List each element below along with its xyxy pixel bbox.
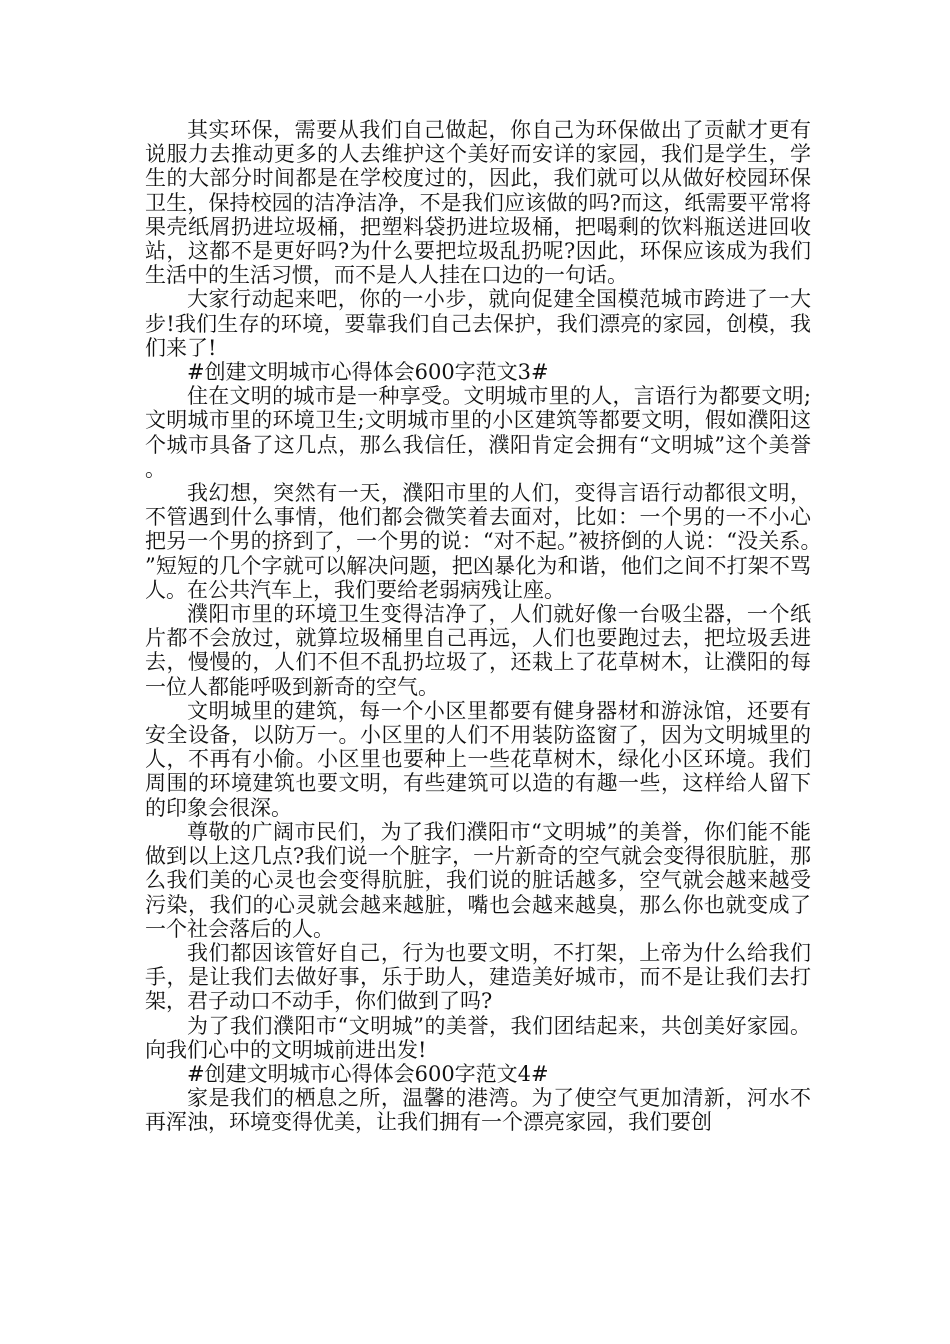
paragraph-civilized-city-enjoyment: 住在文明的城市是一种享受。文明城市里的人，言语行为都要文明;文明城市里的环境卫生;文明城市里的小区建筑等都要文明，假如濮阳这个城市具备了这几点，那么我信任，濮阳肯定会拥有“文明城”这个美誉。	[145, 384, 811, 481]
paragraph-unite-together: 为了我们濮阳市“文明城”的美誉，我们团结起来，共创美好家园。向我们心中的文明城前进出发!	[145, 1013, 811, 1062]
paragraph-home-harbor: 家是我们的栖息之所，温馨的港湾。为了使空气更加清新，河水不再浑浊，环境变得优美，让我们拥有一个漂亮家园，我们要创	[145, 1086, 811, 1135]
paragraph-take-action: 大家行动起来吧，你的一小步，就向促建全国模范城市跨进了一大步!我们生存的环境，要靠我们自己去保护，我们漂亮的家园，创模，我们来了!	[145, 287, 811, 360]
paragraph-manage-ourselves: 我们都因该管好自己，行为也要文明，不打架，上帝为什么给我们手，是让我们去做好事，乐于助人，建造美好城市，而不是让我们去打架，君子动口不动手，你们做到了吗?	[145, 940, 811, 1014]
section-heading-essay-4: #创建文明城市心得体会600字范文4#	[187, 1061, 549, 1086]
paragraph-clean-environment: 濮阳市里的环境卫生变得洁净了，人们就好像一台吸尘器，一个纸片都不会放过，就算垃圾桶里自己再远，人们也要跑过去，把垃圾丢进去，慢慢的，人们不但不乱扔垃圾了，还栽上了花草树木，让濮阳的每一位人都能呼吸到新奇的空气。	[145, 602, 811, 699]
document-page	[145, 118, 811, 1135]
paragraph-environment-start-with-self: 其实环保，需要从我们自己做起，你自己为环保做出了贡献才更有说服力去推动更多的人去维护这个美好而安详的家园，我们是学生，学生的大部分时间都是在学校度过的，因此，我们就可以从做好校园环保卫生，保持校园的洁净洁净，不是我们应该做的吗?而这，纸需要平常将果壳纸屑扔进垃圾桶，把塑料袋扔进垃圾桶，把喝剩的饮料瓶送进回收站，这都不是更好吗?为什么要把垃圾乱扔呢?因此，环保应该成为我们生活中的生活习惯，而不是人人挂在口边的一句话。	[145, 118, 811, 288]
paragraph-civilized-buildings: 文明城里的建筑，每一个小区里都要有健身器材和游泳馆，还要有安全设备，以防万一。小区里的人们不用装防盗窗了，因为文明城里的人，不再有小偷。小区里也要种上一些花草树木，绿化小区环境。我们周围的环境建筑也要文明，有些建筑可以造的有趣一些，这样给人留下的印象会很深。	[145, 698, 811, 820]
paragraph-imagine-polite-people: 我幻想，突然有一天，濮阳市里的人们，变得言语行动都很文明，不管遇到什么事情，他们都会微笑着去面对，比如：一个男的一不小心把另一个男的挤到了，一个男的说：“对不起。”被挤倒的人说：“没关系。”短短的几个字就可以解决问题，把凶暴化为和谐，他们之间不打架不骂人。在公共汽车上，我们要给老弱病残让座。	[145, 481, 811, 602]
paragraph-dear-citizens: 尊敬的广阔市民们，为了我们濮阳市“文明城”的美誉，你们能不能做到以上这几点?我们说一个脏字，一片新奇的空气就会变得很肮脏，那么我们美的心灵也会变得肮脏，我们说的脏话越多，空气就会越来越受污染，我们的心灵就会越来越脏，嘴也会越来越臭，那么你也就变成了一个社会落后的人。	[145, 819, 811, 941]
section-heading-essay-3: #创建文明城市心得体会600字范文3#	[187, 360, 549, 385]
